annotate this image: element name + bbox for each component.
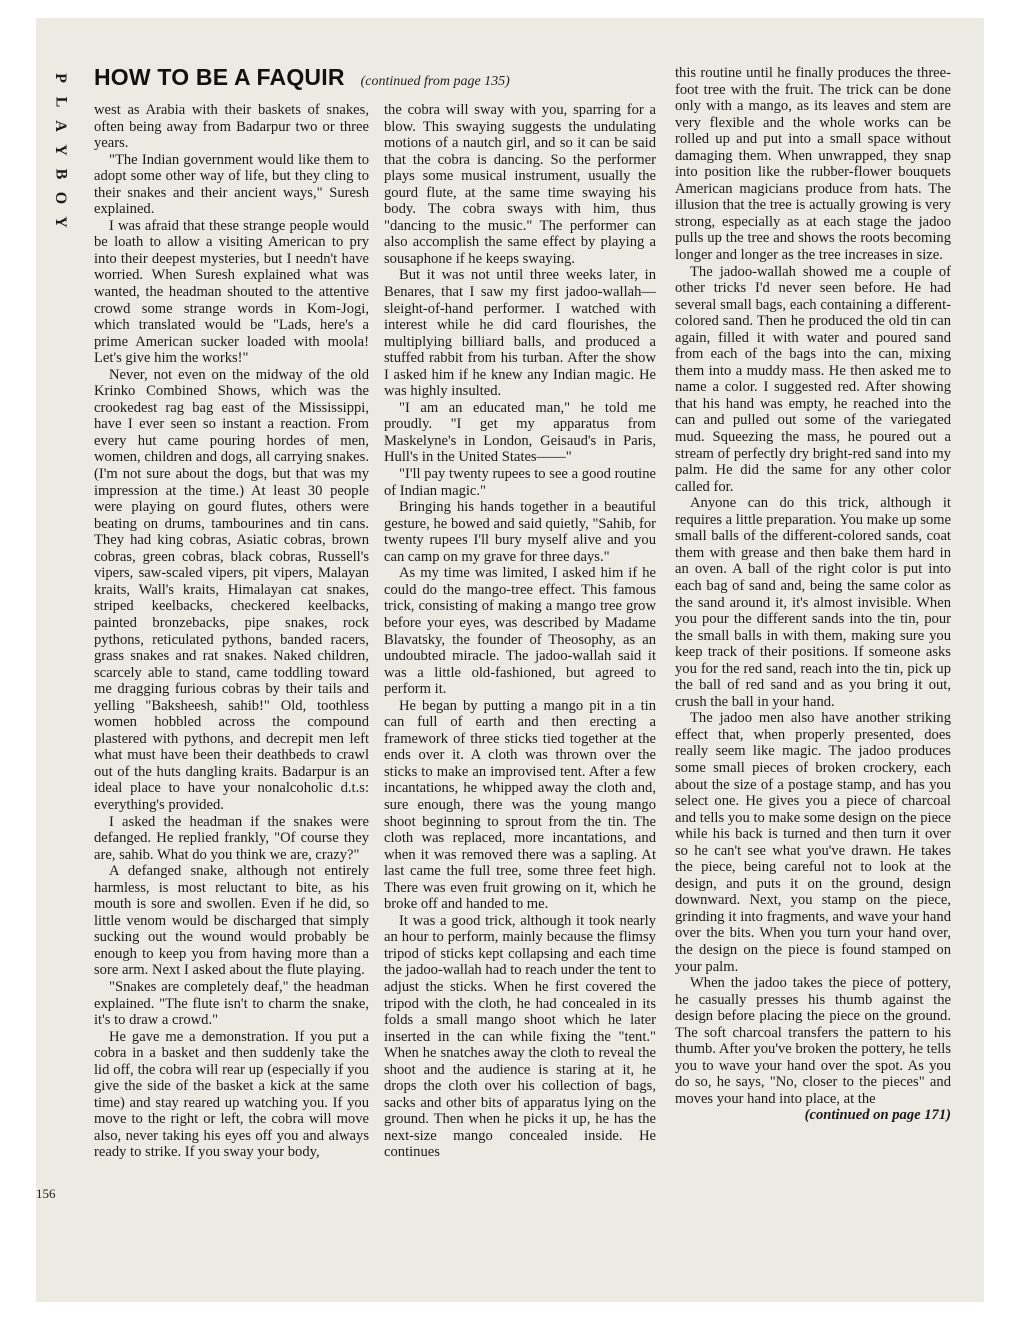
article-header [94,64,654,91]
paragraph: The jadoo-wallah showed me a couple of other tricks I'd never seen before. He had several small bags, each containing a different-colored sand. Then he produced the old tin can again, filled it with water and poured sand from each of the bags into the can, mixing them into a muddy mass. He then asked me to name a color. I suggested red. After showing that his hand was empty, he reached into the can and pulled out some of the variegated mud. Squeezing the mass, he poured out a stream of perfectly dry bright-red sand into my palm. He did the same for any other color called for. [675,263,951,495]
paragraph: When the jadoo takes the piece of pottery, he casually presses his thumb against the design before placing the piece on the ground. The soft charcoal transfers the pattern to his thumb. After you've broken the pottery, he tells you to wave your hand over the spot. As you do so, he says, "No, closer to the pieces" and moves your hand into place, at the [675,975,951,1107]
masthead-letter: A [52,120,69,132]
paragraph: "I am an educated man," he told me proudly. "I get my apparatus from Maskelyne's in London, Geisaud's in Paris, Hull's in the United States——" [384,399,656,466]
paragraph: The jadoo men also have another striking effect that, when properly presented, does really seem like magic. The jadoo produces some small pieces of broken crockery, each about the size of a postage stamp, and has you select one. He gives you a piece of charcoal and tells you to make some design on the piece while his back is turned and then turn it over so he can't see what you've drawn. He takes the piece, being careful not to look at the design, and puts it on the ground, design downward. Next, you stamp on the piece, grinding it into fragments, and wave your hand over the bits. When you turn your hand over, the design on the piece is found stamped on your palm. [675,710,951,975]
paragraph: As my time was limited, I asked him if he could do the mango-tree effect. This famous trick, consisting of making a mango tree grow before your eyes, was described by Madame Blavatsky, the founder of Theosophy, as an undoubted miracle. The jadoo-wallah said it was a little old-fashioned, but agreed to perform it. [384,565,656,698]
paragraph: the cobra will sway with you, sparring for a blow. This swaying suggests the undulating motions of a nautch girl, and so it can be said that the cobra is dancing. So the performer plays some musical instrument, usually the gourd flute, at the same time swaying his body. The cobra sways with him, thus "dancing to the music." The performer can also accomplish the same effect by playing a sousaphone if he keeps swaying. [384,102,656,267]
paragraph: "The Indian government would like them to adopt some other way of life, but they cling to their snakes and their ancient ways," Suresh explained. [94,151,369,218]
paragraph: I asked the headman if the snakes were defanged. He replied frankly, "Of course they are, sahib. What do you think we are, crazy?" [94,813,369,863]
page-number: 156 [36,1186,56,1201]
text-column-2 [384,102,656,1161]
magazine-page [36,18,984,1302]
paragraph: He began by putting a mango pit in a tin can full of earth and then erecting a framework of three sticks tied together at the ends over it. A cloth was thrown over the sticks to make an improvised tent. After a few incantations, he whipped away the cloth and, sure enough, there was the young mango shoot beginning to sprout from the tin. The cloth was replaced, more incantations, and when it was removed there was a sapling. At last came the full tree, some three feet high. There was even fruit growing on it, which he broke off and handed to me. [384,697,656,913]
continued-from-note: (continued from page 135) [360,74,510,89]
paragraph: He gave me a demonstration. If you put a cobra in a basket and then suddenly take the lid off, the cobra will rear up (especially if you give the side of the basket a kick at the same time) and stay reared up watching you. If you move to the right or left, the cobra will move also, never taking his eyes off you and always ready to strike. If you sway your body, [94,1028,369,1161]
paragraph: Anyone can do this trick, although it requires a little preparation. You make up some small balls of the different-colored sands, coat them with grease and then bake them hard in an oven. A ball of the right color is put into each bag of sand and, being the same color as the sand around it, it's almost invisible. When you pour the different sands into the tin, pour the small balls in with them, making sure you keep track of their positions. If someone asks you for the red sand, reach into the tin, pick up the ball of red sand and as you bring it out, crush the ball in your hand. [675,495,951,710]
text-column-3 [675,65,951,1124]
masthead-letter: Y [52,144,69,156]
paragraph: I was afraid that these strange people would be loath to allow a visiting American to pry into their deepest mysteries, but I needn't have worried. When Suresh explained what was wanted, the headman shouted to the attentive crowd some strange words in Kom-Jogi, which translated would be "Lads, here's a prime American sucker loaded with moola! Let's give him the works!" [94,217,369,367]
masthead-letter: O [51,191,69,205]
paragraph: Never, not even on the midway of the old Krinko Combined Shows, which was the crookedest rag bag east of the Mississippi, have I ever seen so instant a reaction. From every hut came pouring hordes of men, women, children and dogs, all carrying snakes. (I'm not sure about the dogs, but that was my impression at the time.) At least 30 people were playing on gourd flutes, others were beating on drums, tambourines and tin cans. They had king cobras, Asiatic cobras, brown cobras, green cobras, black cobras, Russell's vipers, saw-scaled vipers, pit vipers, Malayan kraits, Wall's kraits, Himalayan cat snakes, striped keelbacks, checkered keelbacks, painted bronzebacks, pipe snakes, rock pythons, reticulated pythons, banded racers, grass snakes and rat snakes. Naked children, scarcely able to stand, came toddling toward me dragging furious cobras by their tails and yelling "Baksheesh, sahib!" Old, toothless women hobbled across the compound plastered with pythons, and decrepit men left what must have been their deathbeds to crawl out of the huts dangling kraits. Badarpur is an ideal place to have your nonalcoholic d.t.s: everything's provided. [94,366,369,813]
paragraph: west as Arabia with their baskets of snakes, often being away from Badarpur two or three years. [94,102,369,152]
masthead-letter: L [51,96,69,108]
article-title: HOW TO BE A FAQUIR [94,64,345,90]
paragraph: this routine until he finally produces the three-foot tree with the fruit. The trick can be done only with a mango, as its leaves and stem are very flexible and the whole works can be rolled up and put into a small space without damaging them. When unwrapped, they snap into position like the rubber-flower bouquets American magicians produce from hats. The illusion that the tree is actually growing is very strong, especially as at each stage the jadoo pulls up the tree and shows the roots becoming longer and longer as the tree increases in size. [675,65,951,264]
paragraph: "I'll pay twenty rupees to see a good routine of Indian magic." [384,466,656,499]
playboy-masthead-vertical [50,66,70,234]
masthead-letter: Y [52,216,69,228]
paragraph: But it was not until three weeks later, in Benares, that I saw my first jadoo-wallah—sleight-of-hand performer. I watched with interest while he did card flourishes, the multiplying billiard balls, and produced a stuffed rabbit from his turban. After the show I asked him if he knew any Indian magic. He was highly insulted. [384,267,656,400]
paragraph: "Snakes are completely deaf," the headman explained. "The flute isn't to charm the snake, it's to draw a crowd." [94,978,369,1029]
paragraph: Bringing his hands together in a beautiful gesture, he bowed and said quietly, "Sahib, for twenty rupees I'll bury myself alive and you can camp on my grave for three days." [384,499,656,565]
continued-on-note: (continued on page 171) [804,1107,951,1124]
paragraph: It was a good trick, although it took nearly an hour to perform, mainly because the flimsy tripod of sticks kept collapsing and each time the jadoo-wallah had to reach under the tent to adjust the sticks. When he first covered the tripod with the cloth, he had concealed in its folds a small mango shoot which he later inserted in the can while fixing the "tent." When he snatches away the cloth to reveal the shoot and the audience is staring at it, he drops the cloth over his collection of bags, sacks and other bits of apparatus lying on the ground. Then when he picks it up, he has the next-size mango concealed inside. He continues [384,912,656,1161]
paragraph: A defanged snake, although not entirely harmless, is most reluctant to bite, as his mouth is sore and swollen. Even if he did, so little venom would be discharged that simply sucking out the wound would probably be enough to keep you from having more than a sore arm. Next I asked about the flute playing. [94,863,369,979]
masthead-letter: P [52,73,69,83]
masthead-letter: B [51,168,69,180]
text-column-1 [94,102,369,1161]
